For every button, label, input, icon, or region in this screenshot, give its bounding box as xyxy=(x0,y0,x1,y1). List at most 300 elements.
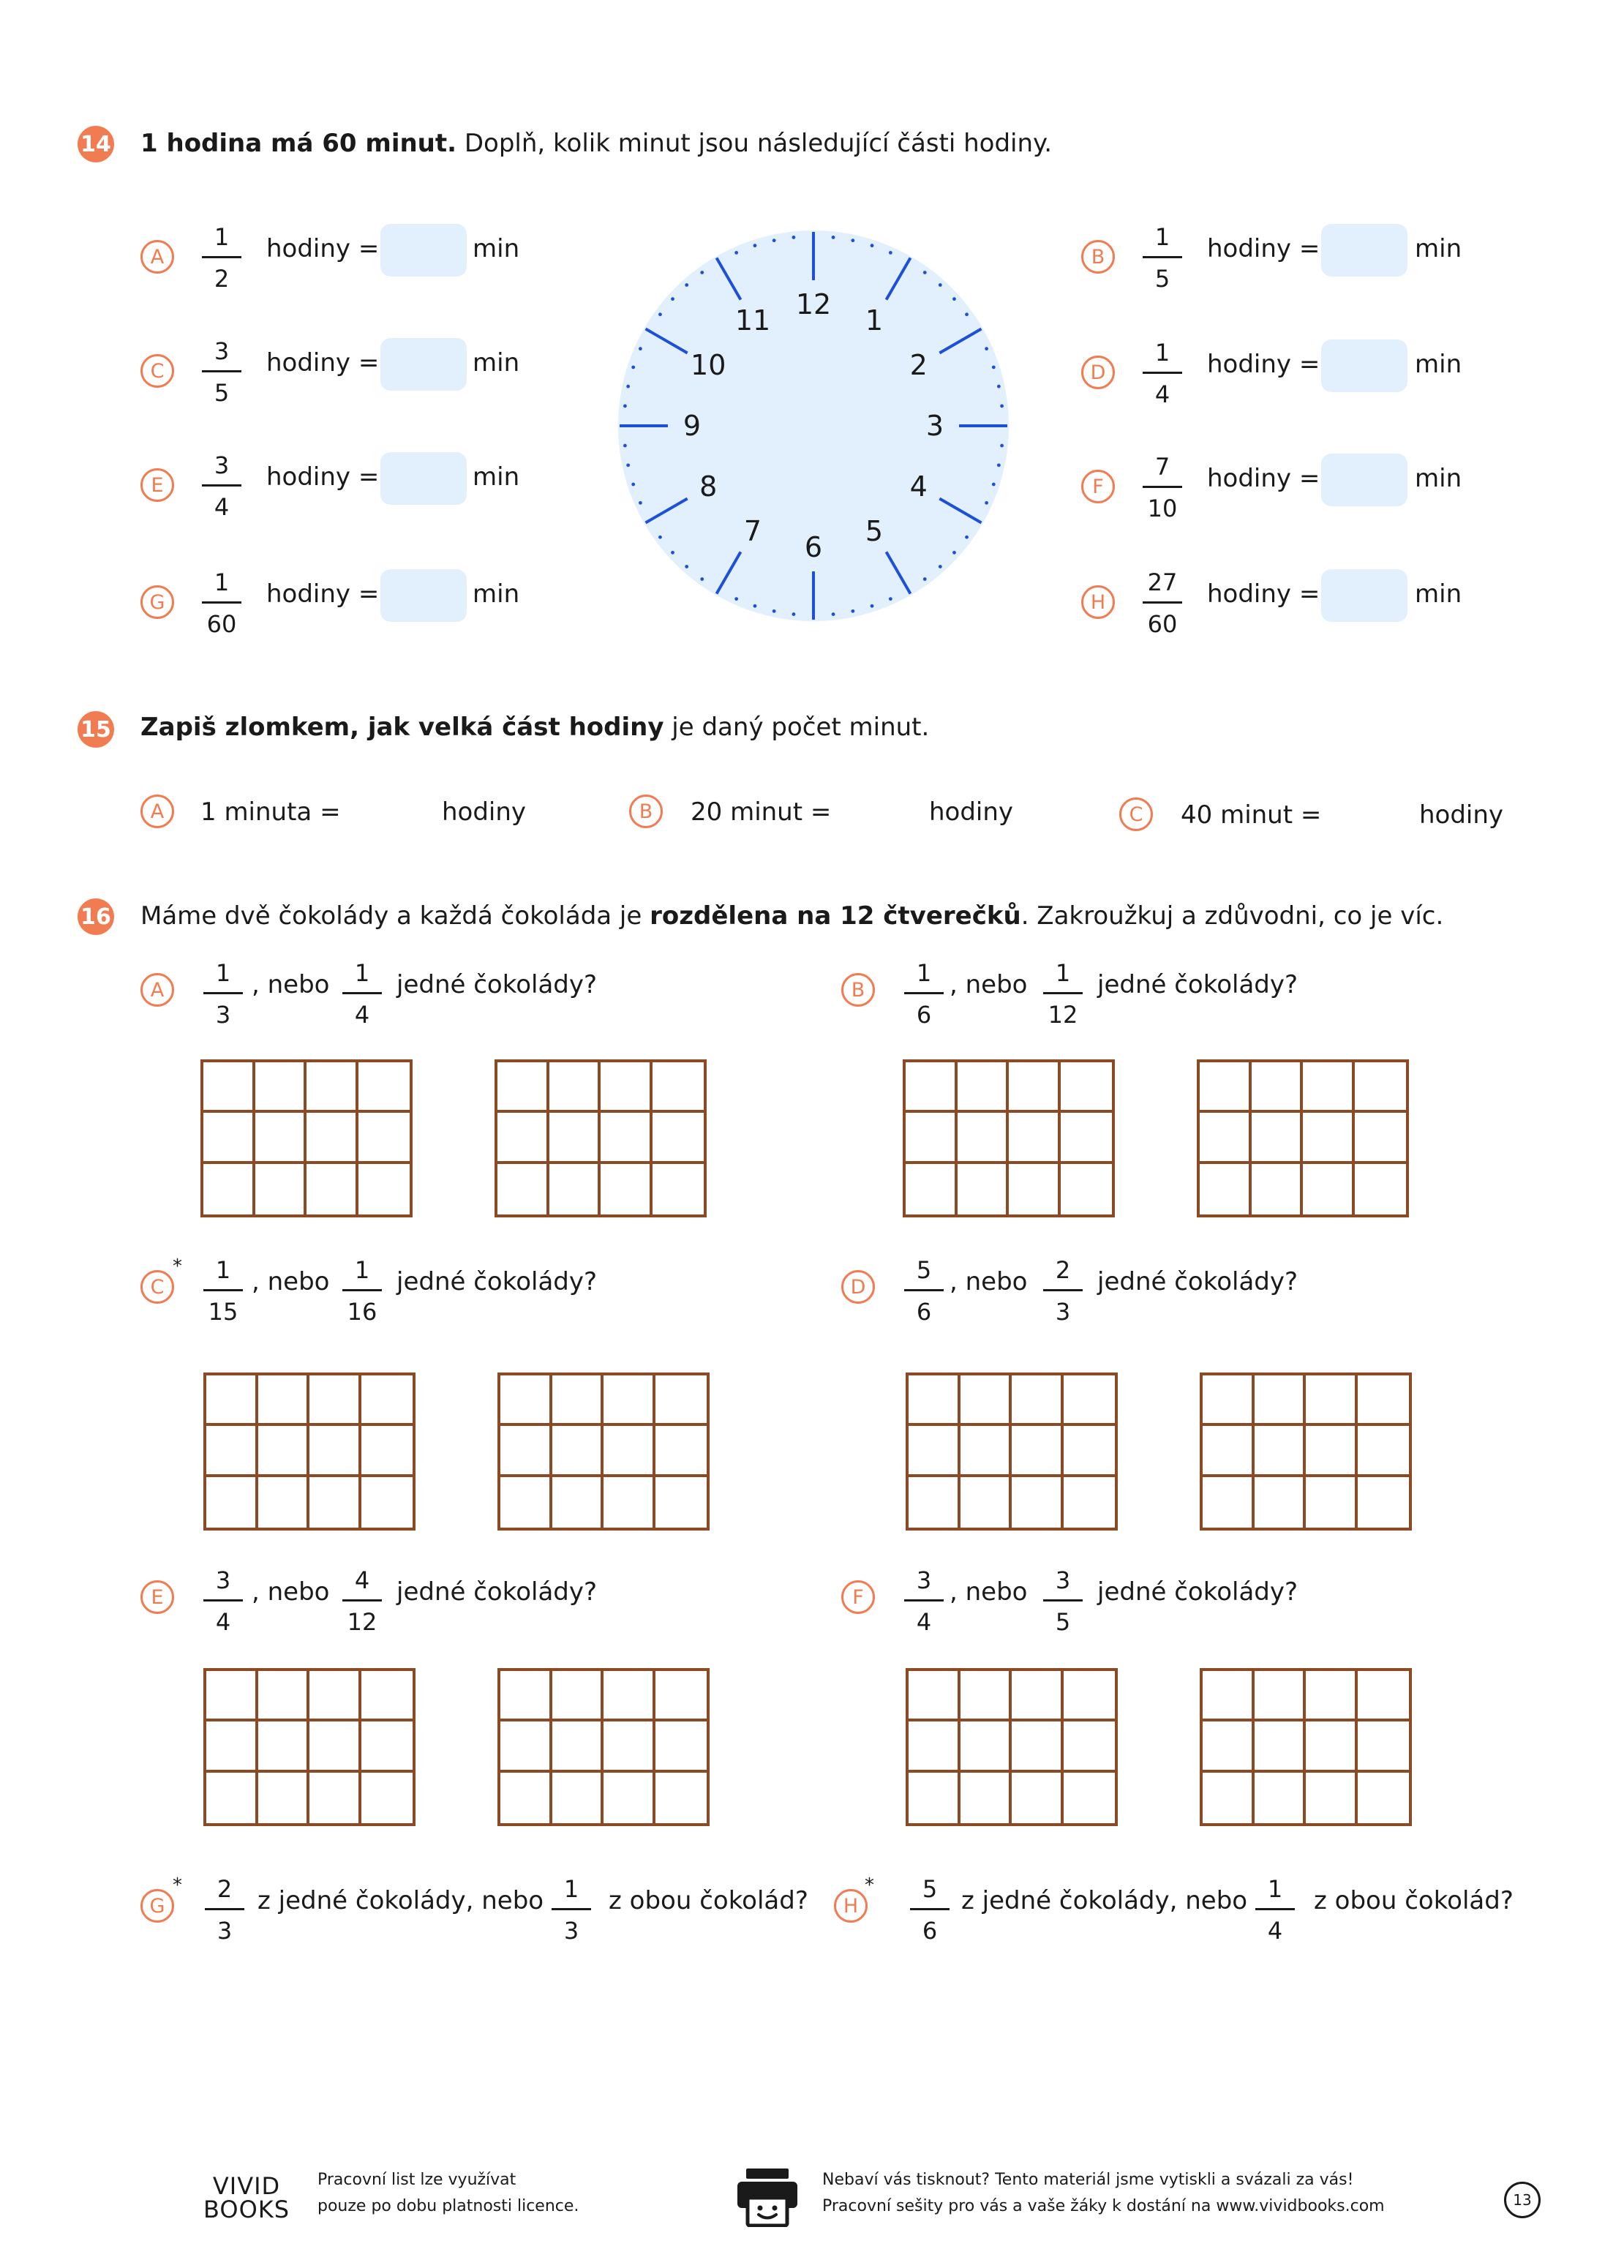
minute-dot xyxy=(792,612,796,616)
denominator: 3 xyxy=(215,1001,231,1029)
chocolate-square[interactable] xyxy=(500,1375,552,1426)
task-16-instruction xyxy=(140,901,1443,931)
answer-box[interactable] xyxy=(380,569,467,622)
chocolate-square[interactable] xyxy=(258,1477,310,1528)
chocolate-square[interactable] xyxy=(552,1773,604,1823)
answer-box[interactable] xyxy=(1321,454,1407,506)
chocolate-square[interactable] xyxy=(1200,1062,1252,1113)
chocolate-square[interactable] xyxy=(653,1113,704,1163)
chocolate-square[interactable] xyxy=(1306,1773,1358,1823)
chocolate-grid[interactable] xyxy=(1200,1373,1412,1531)
nebo-label: , nebo xyxy=(950,1267,1028,1296)
logo-line-2: BOOKS xyxy=(203,2196,290,2223)
chocolate-square[interactable] xyxy=(497,1113,549,1163)
chocolate-square[interactable] xyxy=(552,1375,604,1426)
chocolate-square[interactable] xyxy=(258,1671,310,1721)
chocolate-square[interactable] xyxy=(1203,1426,1255,1476)
chocolate-square[interactable] xyxy=(601,1062,653,1113)
denominator: 5 xyxy=(1154,265,1170,293)
item-letter: B xyxy=(629,795,663,828)
chocolate-square[interactable] xyxy=(1012,1426,1064,1476)
fraction-a[interactable] xyxy=(904,1875,955,1945)
difficulty-star: * xyxy=(173,1255,182,1277)
nebo-label: , nebo xyxy=(252,970,330,999)
chocolate-square[interactable] xyxy=(601,1164,653,1214)
answer-box[interactable] xyxy=(1321,569,1407,622)
clock-number: 12 xyxy=(795,288,832,320)
chocolate-square[interactable] xyxy=(909,1721,961,1772)
minute-dot xyxy=(889,597,892,601)
numerator: 3 xyxy=(214,337,230,365)
chocolate-square[interactable] xyxy=(1358,1375,1410,1426)
chocolate-grid[interactable] xyxy=(497,1668,710,1826)
chocolate-grid[interactable] xyxy=(906,1668,1118,1826)
chocolate-square[interactable] xyxy=(1255,1773,1307,1823)
chocolate-square[interactable] xyxy=(909,1426,961,1476)
chocolate-square[interactable] xyxy=(1355,1062,1407,1113)
item-letter: A xyxy=(140,240,174,274)
min-label: min xyxy=(1415,579,1462,609)
chocolate-square[interactable] xyxy=(906,1164,958,1214)
chocolate-square[interactable] xyxy=(500,1671,552,1721)
minute-dot xyxy=(685,283,688,287)
min-label: min xyxy=(1415,350,1462,379)
chocolate-square[interactable] xyxy=(258,1773,310,1823)
chocolate-square[interactable] xyxy=(1012,1671,1064,1721)
fraction-answer-field[interactable] xyxy=(1321,792,1409,838)
license-line-2: pouze po dobu platnosti licence. xyxy=(317,2197,579,2215)
chocolate-square[interactable] xyxy=(1306,1426,1358,1476)
numerator: 1 xyxy=(214,223,230,251)
chocolate-square[interactable] xyxy=(1306,1721,1358,1772)
chocolate-square[interactable] xyxy=(909,1671,961,1721)
chocolate-square[interactable] xyxy=(500,1477,552,1528)
denominator: 4 xyxy=(1154,380,1170,408)
chocolate-square[interactable] xyxy=(1358,1671,1410,1721)
chocolate-square[interactable] xyxy=(549,1062,601,1113)
minute-dot xyxy=(832,236,835,239)
chocolate-square[interactable] xyxy=(1203,1671,1255,1721)
denominator: 5 xyxy=(214,379,230,407)
min-label: min xyxy=(1415,464,1462,493)
fraction-a[interactable] xyxy=(898,1566,950,1636)
chocolate-square[interactable] xyxy=(203,1062,255,1113)
fraction-b[interactable] xyxy=(337,1566,388,1636)
chocolate-grid[interactable] xyxy=(203,1373,416,1531)
chocolate-grid[interactable] xyxy=(495,1059,707,1217)
fraction-a[interactable] xyxy=(198,959,249,1029)
chocolate-square[interactable] xyxy=(655,1721,707,1772)
chocolate-square[interactable] xyxy=(961,1721,1012,1772)
chocolate-square[interactable] xyxy=(1252,1062,1304,1113)
chocolate-square[interactable] xyxy=(604,1773,655,1823)
chocolate-square[interactable] xyxy=(1203,1773,1255,1823)
task-14-number: 14 xyxy=(78,126,114,162)
chocolate-square[interactable] xyxy=(361,1477,413,1528)
fraction-a[interactable] xyxy=(198,1256,249,1326)
hours-label: hodiny = xyxy=(1207,464,1320,493)
chocolate-square[interactable] xyxy=(601,1113,653,1163)
clock-face xyxy=(616,228,1011,623)
chocolate-square[interactable] xyxy=(653,1062,704,1113)
chocolate-square[interactable] xyxy=(655,1375,707,1426)
denominator: 60 xyxy=(206,610,237,638)
chocolate-square[interactable] xyxy=(1255,1721,1307,1772)
chocolate-square[interactable] xyxy=(1252,1164,1304,1214)
chocolate-square[interactable] xyxy=(1009,1113,1061,1163)
hours-label: hodiny xyxy=(1419,800,1504,830)
chocolate-square[interactable] xyxy=(1358,1426,1410,1476)
fraction-a[interactable] xyxy=(898,1256,950,1326)
denominator: 4 xyxy=(215,1608,231,1636)
item-letter: A xyxy=(140,795,174,828)
min-label: min xyxy=(473,579,520,609)
chocolate-square[interactable] xyxy=(358,1113,410,1163)
chocolate-square[interactable] xyxy=(961,1773,1012,1823)
minute-dot xyxy=(671,551,674,555)
chocolate-square[interactable] xyxy=(500,1426,552,1476)
chocolate-square[interactable] xyxy=(1255,1426,1307,1476)
min-label: min xyxy=(1415,234,1462,263)
question-label: jedné čokolády? xyxy=(396,1577,598,1607)
chocolate-square[interactable] xyxy=(258,1426,310,1476)
fraction xyxy=(1137,568,1188,638)
difficulty-star: * xyxy=(865,1874,874,1896)
chocolate-square[interactable] xyxy=(309,1375,361,1426)
minute-dot xyxy=(851,239,854,242)
chocolate-square[interactable] xyxy=(961,1671,1012,1721)
chocolate-square[interactable] xyxy=(358,1062,410,1113)
denominator: 5 xyxy=(1055,1608,1071,1636)
fraction xyxy=(196,339,247,405)
fraction-a[interactable] xyxy=(198,1566,249,1636)
chocolate-square[interactable] xyxy=(1203,1721,1255,1772)
chocolate-square[interactable] xyxy=(549,1164,601,1214)
chocolate-square[interactable] xyxy=(909,1375,961,1426)
denominator: 15 xyxy=(208,1298,238,1326)
hours-label: hodiny = xyxy=(266,579,380,609)
vividbooks-logo xyxy=(203,2174,290,2221)
chocolate-square[interactable] xyxy=(255,1062,307,1113)
chocolate-square[interactable] xyxy=(1061,1164,1113,1214)
numerator: 2 xyxy=(217,1875,233,1903)
fraction-b[interactable] xyxy=(337,1256,388,1326)
answer-box[interactable] xyxy=(380,452,467,505)
chocolate-square[interactable] xyxy=(255,1164,307,1214)
chocolate-square[interactable] xyxy=(961,1426,1012,1476)
chocolate-square[interactable] xyxy=(1064,1375,1116,1426)
question-label: jedné čokolády? xyxy=(396,970,598,999)
chocolate-square[interactable] xyxy=(655,1426,707,1476)
minute-dot xyxy=(1000,444,1004,448)
hours-label: hodiny = xyxy=(266,462,380,492)
chocolate-square[interactable] xyxy=(1012,1721,1064,1772)
chocolate-square[interactable] xyxy=(203,1113,255,1163)
item-letter: F xyxy=(1081,470,1115,503)
numerator: 3 xyxy=(215,1566,231,1594)
numerator: 1 xyxy=(1154,339,1170,367)
chocolate-square[interactable] xyxy=(1306,1477,1358,1528)
minute-dot xyxy=(734,597,738,601)
fraction xyxy=(196,451,247,521)
numerator: 5 xyxy=(916,1256,932,1284)
chocolate-square[interactable] xyxy=(1012,1773,1064,1823)
answer-box[interactable] xyxy=(1321,339,1407,392)
chocolate-grid[interactable] xyxy=(903,1059,1115,1217)
chocolate-square[interactable] xyxy=(258,1721,310,1772)
item-letter: C xyxy=(140,1270,174,1304)
chocolate-square[interactable] xyxy=(1061,1113,1113,1163)
chocolate-square[interactable] xyxy=(906,1113,958,1163)
chocolate-square[interactable] xyxy=(655,1477,707,1528)
fraction-b[interactable] xyxy=(1037,1256,1089,1326)
chocolate-square[interactable] xyxy=(307,1113,358,1163)
chocolate-square[interactable] xyxy=(604,1375,655,1426)
chocolate-square[interactable] xyxy=(1303,1113,1355,1163)
chocolate-square[interactable] xyxy=(604,1721,655,1772)
item-letter: C xyxy=(140,354,174,388)
chocolate-square[interactable] xyxy=(1358,1477,1410,1528)
chocolate-square[interactable] xyxy=(604,1477,655,1528)
minute-dot xyxy=(772,609,776,613)
chocolate-square[interactable] xyxy=(1064,1721,1116,1772)
fraction-b[interactable] xyxy=(1249,1875,1301,1945)
chocolate-square[interactable] xyxy=(361,1721,413,1772)
chocolate-square[interactable] xyxy=(358,1164,410,1214)
minute-dot xyxy=(851,609,854,613)
chocolate-square[interactable] xyxy=(1358,1721,1410,1772)
chocolate-square[interactable] xyxy=(552,1426,604,1476)
chocolate-square[interactable] xyxy=(206,1671,258,1721)
minute-dot xyxy=(1000,405,1004,408)
chocolate-square[interactable] xyxy=(1358,1773,1410,1823)
fraction-a[interactable] xyxy=(898,959,950,1029)
clock-number: 11 xyxy=(734,304,771,337)
hours-label: hodiny = xyxy=(1207,234,1320,263)
task-16-text-1: Máme dvě čokolády a každá čokoláda je xyxy=(140,901,650,931)
chocolate-square[interactable] xyxy=(500,1721,552,1772)
page-number: 13 xyxy=(1504,2182,1541,2218)
numerator: 1 xyxy=(1055,959,1071,987)
minutes-label: 1 minuta = xyxy=(200,797,341,827)
answer-box[interactable] xyxy=(380,338,467,391)
chocolate-square[interactable] xyxy=(1303,1164,1355,1214)
chocolate-grid[interactable] xyxy=(1200,1668,1412,1826)
item-letter: D xyxy=(841,1270,875,1304)
chocolate-square[interactable] xyxy=(309,1671,361,1721)
chocolate-square[interactable] xyxy=(655,1773,707,1823)
chocolate-square[interactable] xyxy=(307,1062,358,1113)
task-15-bold: Zapiš zlomkem, jak velká část hodiny xyxy=(140,713,664,742)
minute-dot xyxy=(997,385,1001,388)
chocolate-square[interactable] xyxy=(906,1062,958,1113)
denominator: 16 xyxy=(347,1298,377,1326)
chocolate-square[interactable] xyxy=(552,1721,604,1772)
minutes-label: 20 minut = xyxy=(691,797,832,827)
chocolate-square[interactable] xyxy=(961,1477,1012,1528)
fraction xyxy=(196,568,247,638)
chocolate-square[interactable] xyxy=(552,1671,604,1721)
fraction-b[interactable] xyxy=(337,959,388,1029)
clock-number: 2 xyxy=(909,349,928,381)
chocolate-square[interactable] xyxy=(361,1375,413,1426)
minute-dot xyxy=(985,501,988,505)
chocolate-square[interactable] xyxy=(206,1721,258,1772)
answer-box[interactable] xyxy=(380,224,467,277)
chocolate-square[interactable] xyxy=(958,1113,1010,1163)
chocolate-grid[interactable] xyxy=(1197,1059,1409,1217)
denominator: 60 xyxy=(1147,610,1178,638)
chocolate-square[interactable] xyxy=(1064,1671,1116,1721)
chocolate-square[interactable] xyxy=(500,1773,552,1823)
logo-line-1: VIVID xyxy=(212,2172,281,2200)
task-15-instruction xyxy=(140,713,929,742)
chocolate-square[interactable] xyxy=(203,1164,255,1214)
minute-dot xyxy=(626,463,630,467)
chocolate-square[interactable] xyxy=(552,1477,604,1528)
chocolate-square[interactable] xyxy=(1255,1477,1307,1528)
chocolate-square[interactable] xyxy=(1255,1671,1307,1721)
minute-dot xyxy=(939,283,942,287)
chocolate-square[interactable] xyxy=(206,1773,258,1823)
numerator: 3 xyxy=(1055,1566,1071,1594)
fraction-answer-field[interactable] xyxy=(831,789,919,836)
minute-dot xyxy=(889,251,892,255)
answer-box[interactable] xyxy=(1321,224,1407,277)
chocolate-square[interactable] xyxy=(958,1062,1010,1113)
chocolate-square[interactable] xyxy=(1306,1671,1358,1721)
chocolate-square[interactable] xyxy=(1255,1375,1307,1426)
chocolate-square[interactable] xyxy=(361,1773,413,1823)
task-16-text-2: . Zakroužkuj a zdůvodni, co je víc. xyxy=(1020,901,1444,931)
chocolate-grid[interactable] xyxy=(497,1373,710,1531)
chocolate-square[interactable] xyxy=(1200,1113,1252,1163)
numerator: 1 xyxy=(215,1256,231,1284)
item-letter: H xyxy=(834,1889,868,1923)
item-letter: B xyxy=(841,973,875,1007)
minute-dot xyxy=(626,385,630,388)
task-14-text: Doplň, kolik minut jsou následující části hodiny. xyxy=(456,129,1053,158)
chocolate-square[interactable] xyxy=(909,1477,961,1528)
fraction xyxy=(1137,455,1188,520)
clock-number: 5 xyxy=(865,514,884,547)
nebo-label: , nebo xyxy=(950,970,1028,999)
chocolate-square[interactable] xyxy=(1203,1477,1255,1528)
clock-number: 6 xyxy=(804,531,823,563)
denominator: 12 xyxy=(1048,1001,1078,1029)
chocolate-square[interactable] xyxy=(1012,1375,1064,1426)
hours-label: hodiny = xyxy=(1207,579,1320,609)
chocolate-square[interactable] xyxy=(1064,1773,1116,1823)
chocolate-square[interactable] xyxy=(309,1773,361,1823)
chocolate-square[interactable] xyxy=(255,1113,307,1163)
minute-dot xyxy=(992,366,996,369)
chocolate-square[interactable] xyxy=(1200,1164,1252,1214)
fraction-a[interactable] xyxy=(199,1875,250,1945)
item-letter: A xyxy=(140,973,174,1007)
chocolate-square[interactable] xyxy=(1355,1164,1407,1214)
fraction-answer-field[interactable] xyxy=(344,789,432,836)
chocolate-square[interactable] xyxy=(206,1375,258,1426)
denominator: 4 xyxy=(354,1001,370,1029)
chocolate-square[interactable] xyxy=(604,1671,655,1721)
chocolate-square[interactable] xyxy=(361,1671,413,1721)
chocolate-square[interactable] xyxy=(653,1164,704,1214)
fraction-b[interactable] xyxy=(1037,959,1089,1029)
chocolate-square[interactable] xyxy=(1064,1477,1116,1528)
chocolate-square[interactable] xyxy=(258,1375,310,1426)
question-label: jedné čokolády? xyxy=(1097,970,1298,999)
chocolate-square[interactable] xyxy=(309,1721,361,1772)
print-line-1: Nebaví vás tisknout? Tento materiál jsme vytiskli a svázali za vás! xyxy=(822,2171,1354,2189)
item-letter: C xyxy=(1119,797,1153,831)
minute-dot xyxy=(631,483,635,487)
clock-number: 9 xyxy=(683,410,702,442)
chocolate-grid[interactable] xyxy=(200,1059,413,1217)
denominator: 3 xyxy=(217,1917,233,1945)
minute-dot xyxy=(871,604,874,608)
chocolate-square[interactable] xyxy=(307,1164,358,1214)
chocolate-square[interactable] xyxy=(1252,1113,1304,1163)
chocolate-grid[interactable] xyxy=(906,1373,1118,1531)
item-letter: G xyxy=(140,585,174,619)
minute-dot xyxy=(734,251,738,255)
chocolate-square[interactable] xyxy=(1355,1113,1407,1163)
minute-dot xyxy=(772,239,776,242)
chocolate-square[interactable] xyxy=(909,1773,961,1823)
z-obou-label: z obou čokolád? xyxy=(609,1886,808,1915)
nebo-label: , nebo xyxy=(252,1577,330,1607)
print-note xyxy=(822,2167,1385,2220)
chocolate-square[interactable] xyxy=(604,1426,655,1476)
chocolate-square[interactable] xyxy=(549,1113,601,1163)
chocolate-square[interactable] xyxy=(1012,1477,1064,1528)
minute-dot xyxy=(700,577,704,581)
denominator: 4 xyxy=(214,493,230,521)
chocolate-square[interactable] xyxy=(1064,1426,1116,1476)
chocolate-square[interactable] xyxy=(309,1477,361,1528)
chocolate-square[interactable] xyxy=(958,1164,1010,1214)
hours-label: hodiny = xyxy=(266,348,380,378)
chocolate-square[interactable] xyxy=(497,1062,549,1113)
numerator: 1 xyxy=(354,959,370,987)
chocolate-square[interactable] xyxy=(1009,1062,1061,1113)
chocolate-square[interactable] xyxy=(1203,1375,1255,1426)
chocolate-square[interactable] xyxy=(309,1426,361,1476)
minute-dot xyxy=(658,312,662,316)
numerator: 1 xyxy=(215,959,231,987)
chocolate-square[interactable] xyxy=(206,1477,258,1528)
minutes-label: 40 minut = xyxy=(1181,800,1322,830)
chocolate-grid[interactable] xyxy=(203,1668,416,1826)
chocolate-square[interactable] xyxy=(1306,1375,1358,1426)
chocolate-square[interactable] xyxy=(655,1671,707,1721)
denominator: 4 xyxy=(916,1608,932,1636)
numerator: 2 xyxy=(1055,1256,1071,1284)
item-letter: G xyxy=(140,1889,174,1923)
chocolate-square[interactable] xyxy=(1009,1164,1061,1214)
chocolate-square[interactable] xyxy=(1061,1062,1113,1113)
fraction-b[interactable] xyxy=(1037,1566,1089,1636)
chocolate-square[interactable] xyxy=(497,1164,549,1214)
chocolate-square[interactable] xyxy=(361,1426,413,1476)
fraction-b[interactable] xyxy=(546,1875,597,1945)
chocolate-square[interactable] xyxy=(206,1426,258,1476)
clock-number: 7 xyxy=(743,514,762,547)
denominator: 6 xyxy=(922,1917,938,1945)
chocolate-square[interactable] xyxy=(1303,1062,1355,1113)
chocolate-square[interactable] xyxy=(961,1375,1012,1426)
